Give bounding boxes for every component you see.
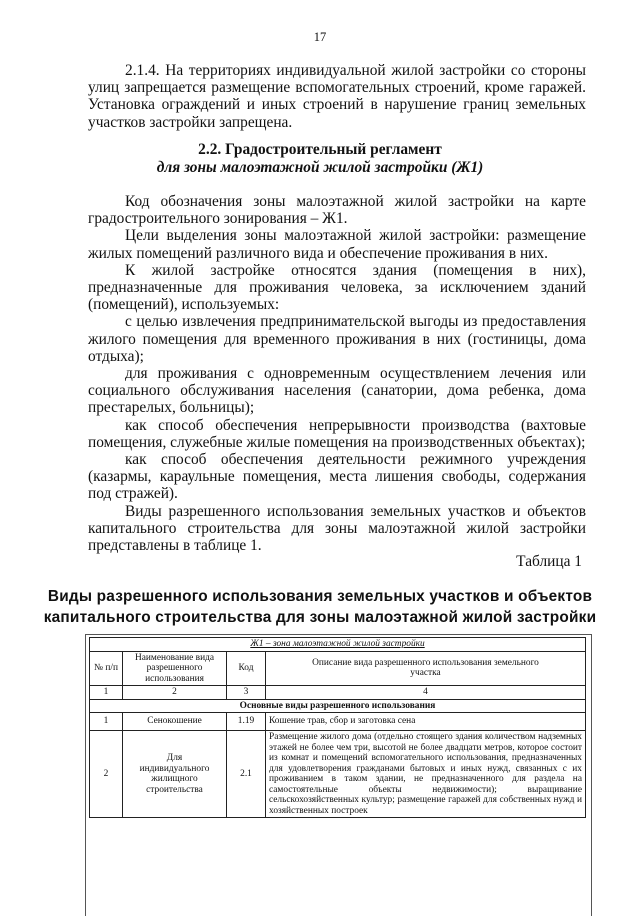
row1-num: 1 (90, 713, 123, 731)
colnum-4: 4 (266, 686, 586, 700)
header-num: № п/п (90, 651, 123, 686)
section-title-line2: для зоны малоэтажной жилой застройки (Ж1) (156, 159, 484, 176)
group-header: Основные виды разрешенного использования (90, 699, 586, 713)
section-title-line1: 2.2. Градостроительный регламент (198, 141, 442, 158)
paragraph-types: Виды разрешенного использования земельных участков и объектов капитального строительства для зоны малоэтажной жилой застройки представлены в таблице 1. (88, 502, 586, 555)
table-title (0, 586, 640, 628)
row1-desc: Кошение трав, сбор и заготовка сена (266, 713, 586, 731)
body-text (88, 193, 586, 554)
zone-header: Ж1 – зона малоэтажной жилой застройки (90, 638, 586, 652)
list-item-4: как способ обеспечения деятельности режимного учреждения (казармы, караульные помещения, места лишения свободы, содержания под стражей). (88, 451, 586, 503)
header-code: Код (227, 651, 266, 686)
list-item-1: с целью извлечения предпринимательской выгоды из предоставления жилого помещения для временного проживания в них (гостиницы, дома отдыха); (88, 313, 586, 365)
paragraph-2-1-4 (88, 62, 586, 131)
colnum-2: 2 (123, 686, 227, 700)
table-row (90, 713, 586, 731)
zones-table (89, 637, 586, 818)
colnum-1: 1 (90, 686, 123, 700)
paragraph-buildings: К жилой застройке относятся здания (помещения в них), предназначенные для проживания человека, за исключением зданий (помещений), используемых: (88, 261, 586, 314)
table-header-row (90, 651, 586, 686)
paragraph-2-1-4-text: 2.1.4. На территориях индивидуальной жилой застройки со стороны улиц запрещается размещение вспомогательных строений, кроме гаражей. Установка ограждений и иных строений в нарушение границ земельных участков застройки запрещена. (88, 62, 586, 131)
header-desc: Описание вида разрешенного использования земельного участка (266, 651, 586, 686)
row2-code: 2.1 (227, 731, 266, 818)
section-title (0, 141, 640, 177)
header-name: Наименование вида разрешенного использования (123, 651, 227, 686)
table-zone-row (90, 638, 586, 652)
table-title-line1: Виды разрешенного использования земельных участков и объектов (47, 588, 593, 605)
table-colnum-row (90, 686, 586, 700)
table-title-line2: капитального строительства для зоны малоэтажной жилой застройки (43, 609, 597, 626)
row2-num: 2 (90, 731, 123, 818)
row1-name: Сенокошение (123, 713, 227, 731)
table-group-row (90, 699, 586, 713)
table-caption: Таблица 1 (516, 553, 582, 570)
paragraph-code: Код обозначения зоны малоэтажной жилой застройки на карте градостроительного зонирования – Ж1. (88, 193, 586, 228)
colnum-3: 3 (227, 686, 266, 700)
row1-code: 1.19 (227, 713, 266, 731)
row2-name: Для индивидуального жилищного строительства (123, 731, 227, 818)
page-number: 17 (313, 30, 327, 44)
list-item-3: как способ обеспечения непрерывности производства (вахтовые помещения, служебные жилые помещения на производственных объектах); (88, 416, 586, 451)
row2-desc: Размещение жилого дома (отдельно стоящего здания количеством надземных этажей не более чем три, высотой не более двадцати метров, которое состоит из комнат и помещений вспомогательного использования, предназначенных для удовлетворения гражданами бытовых и иных нужд, связанных с их проживанием в таком здании, не предназначенного для раздела на самостоятельные объекты недвижимости); выращивание сельскохозяйственных культур; размещение гаражей для собственных нужд и хозяйственных построек (266, 731, 586, 818)
table-row (90, 731, 586, 818)
paragraph-goals: Цели выделения зоны малоэтажной жилой застройки: размещение жилых помещений различного вида и обеспечение проживания в них. (88, 227, 586, 262)
list-item-2: для проживания с одновременным осуществлением лечения или социального обслуживания населения (санатории, дома ребенка, дома престарелых, больницы); (88, 365, 586, 417)
